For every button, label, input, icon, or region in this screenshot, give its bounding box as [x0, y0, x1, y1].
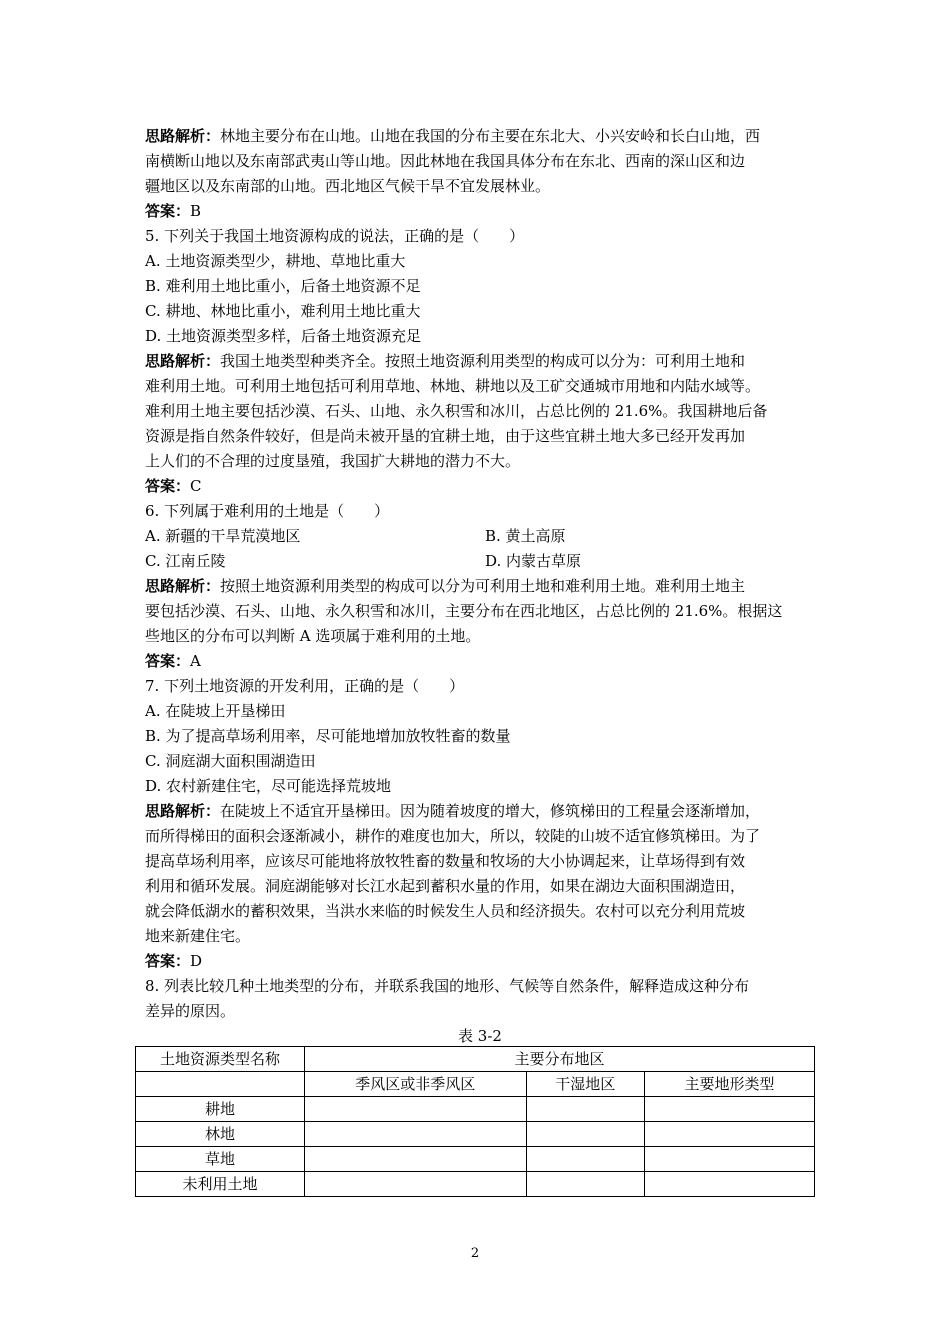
q7-analysis: 思路解析：在陡坡上不适宜开垦梯田。因为随着坡度的增大，修筑梯田的工程量会逐渐增加， 而所得梯田的面积会逐渐减小，耕作的难度也加大，所以，较陡的山坡不适宜修筑梯田。为了 提高草场利用率，应该尽可能地将放牧牲畜的数量和牧场的大小协调起来，让草场得到有效 利用和循环发展。洞庭湖能够对长江水起到蓄积水量的作用，如果在湖边大面积围湖造田， 就会降低湖水的蓄积效果，当洪水来临的时候发生人员和经济损失。农村可以充分利用荒坡 地来新建住宅。 — [145, 802, 761, 945]
table-cell — [305, 1097, 527, 1122]
q7-option-b: B. 为了提高草场利用率，尽可能地增加放牧牲畜的数量 — [145, 727, 511, 745]
q5-question: 5. 下列关于我国土地资源构成的说法，正确的是（ ） — [145, 227, 525, 245]
document-body — [145, 124, 815, 1049]
q6-answer: 答案：A — [145, 652, 201, 670]
row-label-cell: 耕地 — [136, 1097, 305, 1122]
q7-option-a: A. 在陡坡上开垦梯田 — [145, 702, 286, 720]
q5-answer: 答案：C — [145, 477, 202, 495]
row-label-cell: 未利用土地 — [136, 1172, 305, 1197]
table-cell — [526, 1147, 644, 1172]
row-label-cell: 林地 — [136, 1122, 305, 1147]
q6-question: 6. 下列属于难利用的土地是（ ） — [145, 502, 390, 520]
table-cell — [644, 1122, 814, 1147]
row-label-cell: 草地 — [136, 1147, 305, 1172]
table-cell — [305, 1147, 527, 1172]
table-caption: 表 3-2 — [458, 1027, 502, 1045]
analysis-label: 思路解析： — [145, 127, 221, 145]
table-cell — [526, 1097, 644, 1122]
table-cell — [644, 1097, 814, 1122]
q7-answer: 答案：D — [145, 952, 203, 970]
q5-option-c: C. 耕地、林地比重小，难利用土地比重大 — [145, 302, 421, 320]
q5-option-a: A. 土地资源类型少，耕地、草地比重大 — [145, 252, 406, 270]
q6-options-row2: C. 江南丘陵 D. 内蒙古草原 — [145, 552, 582, 570]
q5-option-b: B. 难利用土地比重小，后备土地资源不足 — [145, 277, 421, 295]
table-row — [136, 1147, 815, 1172]
table-cell — [305, 1122, 527, 1147]
table-header-row — [136, 1047, 815, 1072]
q8-question: 8. 列表比较几种土地类型的分布，并联系我国的地形、气候等自然条件，解释造成这种分布 差异的原因。 — [145, 977, 750, 1020]
q7-option-c: C. 洞庭湖大面积围湖造田 — [145, 752, 316, 770]
q7-question: 7. 下列土地资源的开发利用，正确的是（ ） — [145, 677, 465, 695]
table-cell — [526, 1122, 644, 1147]
table-header-cell: 主要分布地区 — [305, 1047, 815, 1072]
table-subheader-cell: 干湿地区 — [526, 1072, 644, 1097]
q4-answer: 答案：B — [145, 202, 202, 220]
table-subheader-row — [136, 1072, 815, 1097]
table-cell — [644, 1172, 814, 1197]
q6-options-row1: A. 新疆的干旱荒漠地区 B. 黄土高原 — [145, 527, 566, 545]
table-cell — [644, 1147, 814, 1172]
q5-analysis: 思路解析：我国土地类型种类齐全。按照土地资源利用类型的构成可以分为：可利用土地和 难利用土地。可利用土地包括可利用草地、林地、耕地以及工矿交通城市用地和内陆水域等。 难利用土地主要包括沙漠、石头、山地、永久积雪和冰川，占总比例的 21.6%。我国耕地后备 资源是指自然条件较好，但是尚未被开垦的宜耕土地，由于这些宜耕土地大多已经开发再加 上人们的不合理的过度垦殖，我国扩大耕地的潜力不大。 — [145, 352, 768, 470]
table-cell — [526, 1172, 644, 1197]
table-row — [136, 1122, 815, 1147]
q5-option-d: D. 土地资源类型多样，后备土地资源充足 — [145, 327, 422, 345]
table-subheader-cell: 季风区或非季风区 — [305, 1072, 527, 1097]
table-cell — [305, 1172, 527, 1197]
table-row — [136, 1172, 815, 1197]
page-number: 2 — [470, 1246, 480, 1261]
table-header-cell: 土地资源类型名称 — [136, 1047, 305, 1072]
q4-analysis: 思路解析：林地主要分布在山地。山地在我国的分布主要在东北大、小兴安岭和长白山地，西 南横断山地以及东南部武夷山等山地。因此林地在我国具体分布在东北、西南的深山区和边 疆地区以及东南部的山地。西北地区气候干旱不宜发展林业。 — [145, 127, 761, 195]
table-row — [136, 1097, 815, 1122]
q7-option-d: D. 农村新建住宅，尽可能选择荒坡地 — [145, 777, 392, 795]
table-subheader-cell: 主要地形类型 — [644, 1072, 814, 1097]
land-type-table — [135, 1046, 815, 1197]
q6-analysis: 思路解析：按照土地资源利用类型的构成可以分为可利用土地和难利用土地。难利用土地主 要包括沙漠、石头、山地、永久积雪和冰川，主要分布在西北地区，占总比例的 21.6%。根据这 些地区的分布可以判断 A 选项属于难利用的土地。 — [145, 577, 783, 645]
table-cell — [136, 1072, 305, 1097]
